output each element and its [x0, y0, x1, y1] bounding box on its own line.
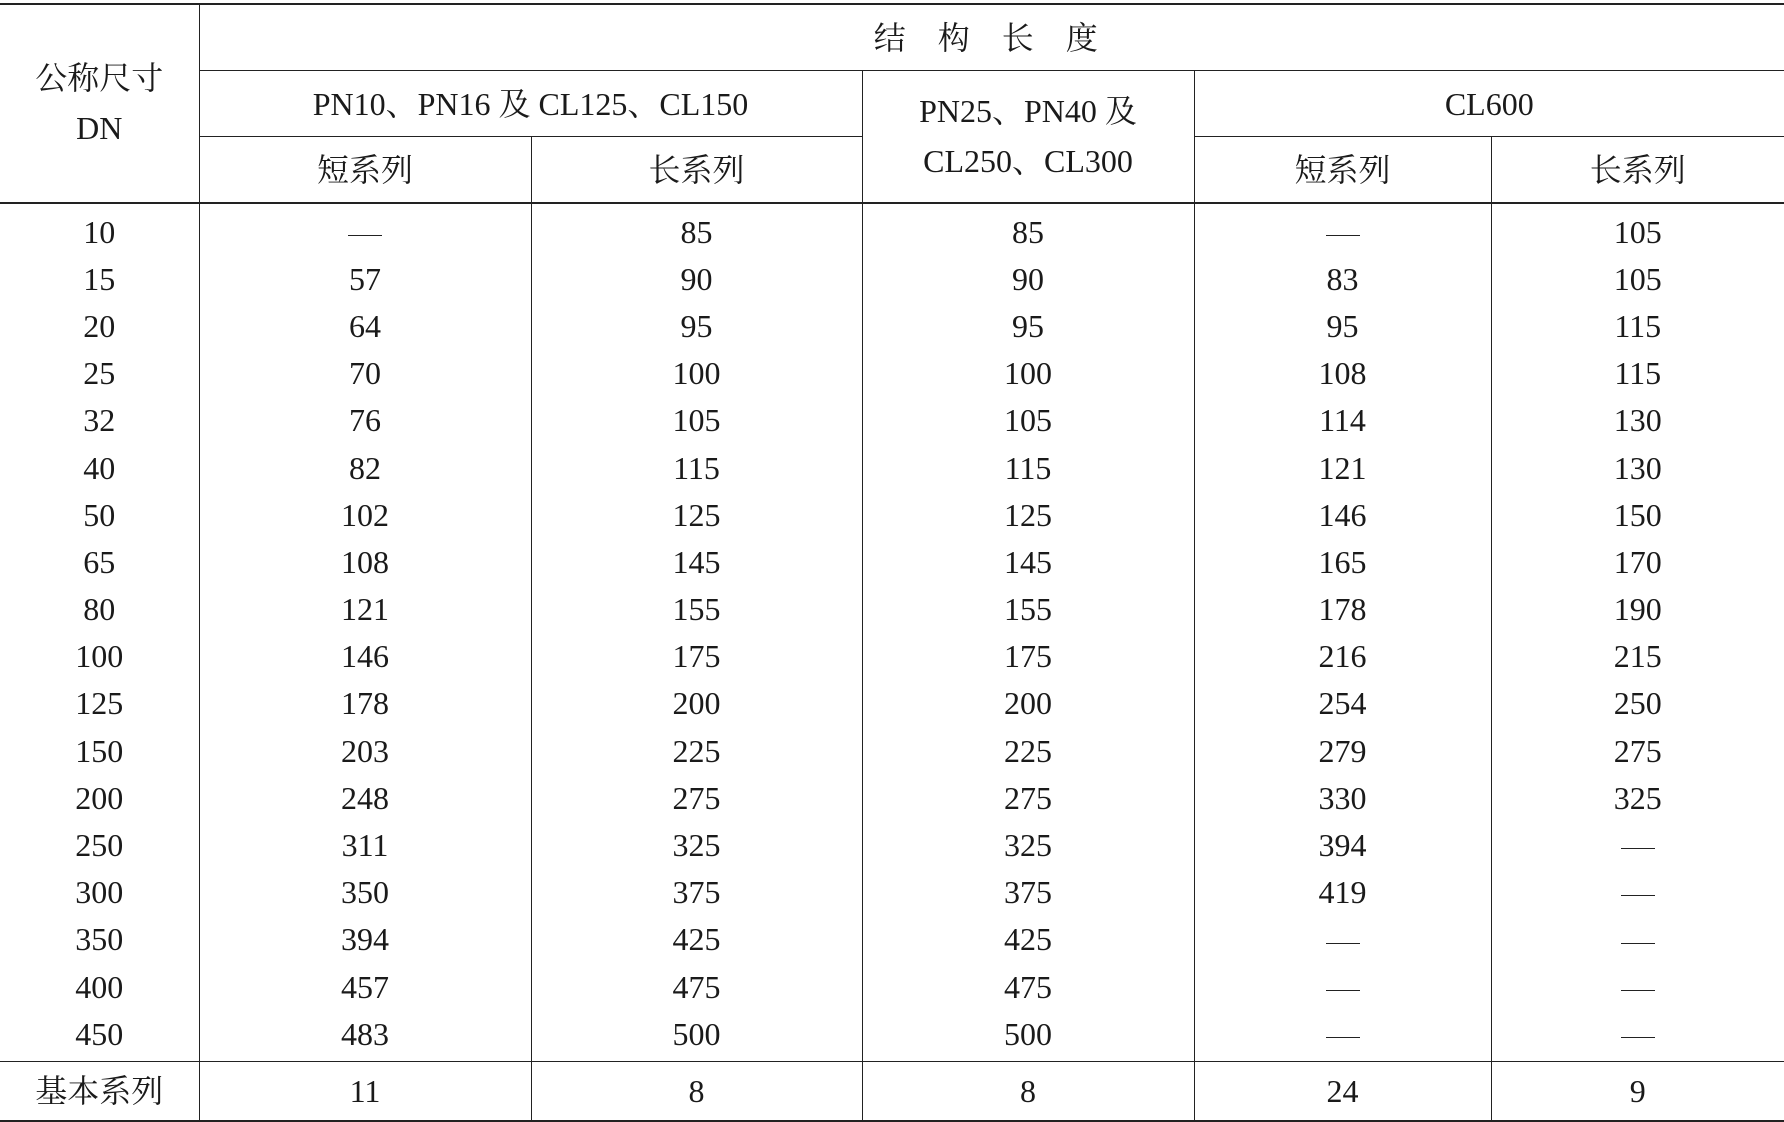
cell-pn-mid [862, 255, 1194, 302]
em-dash [1326, 1037, 1360, 1038]
cell-value: 64 [349, 307, 381, 344]
cell-value: 150 [1613, 496, 1662, 533]
cell-value: 178 [341, 685, 389, 722]
cell-value: 15 [83, 260, 116, 297]
cell-value: 100 [1004, 355, 1052, 392]
cell-value: 125 [672, 496, 721, 533]
cell-cl600-long [1491, 727, 1784, 774]
cell-value: 425 [672, 921, 721, 958]
cell-cl600-short [1194, 680, 1491, 727]
cell-pn-low-short [199, 869, 531, 916]
cell-pn-mid [862, 680, 1194, 727]
cell-value: 215 [1613, 638, 1662, 675]
cell-cl600-short [1194, 633, 1491, 680]
dn-label: DN [76, 109, 123, 146]
cell-value: 375 [672, 874, 721, 911]
cell-pn-mid [862, 869, 1194, 916]
cell-value: 225 [1004, 732, 1052, 769]
em-dash [348, 235, 382, 236]
cell-pn-low-short [199, 397, 531, 444]
cell-value: 76 [349, 402, 381, 439]
cell-value: 95 [680, 307, 713, 344]
cell-pn-low-short [199, 1010, 531, 1062]
cell-value: 115 [1614, 355, 1662, 392]
cell-pn-mid [862, 397, 1194, 444]
table-row [0, 350, 1784, 397]
cell-value: 95 [1326, 307, 1359, 344]
cell-pn-low-short [199, 821, 531, 868]
basic-series-label: 基本系列 [0, 1062, 199, 1122]
cell-value: 216 [1318, 638, 1367, 675]
table-row [0, 633, 1784, 680]
cell-pn-low-short [199, 203, 531, 255]
cell-value: 450 [75, 1015, 124, 1052]
cell-value: 80 [83, 591, 116, 628]
cell-cl600-short [1194, 727, 1491, 774]
cell-value: 165 [1318, 543, 1367, 580]
cell-pn-mid [862, 821, 1194, 868]
em-dash [1621, 895, 1655, 896]
cell-pn-low-long [531, 727, 862, 774]
cell-pn-low-long [531, 255, 862, 302]
table-row [0, 397, 1784, 444]
cell-cl600-short [1194, 397, 1491, 444]
cell-pn-mid [862, 586, 1194, 633]
cell-cl600-long [1491, 869, 1784, 916]
cell-pn-low-long [531, 869, 862, 916]
cell-pn-mid [862, 491, 1194, 538]
table-row [0, 255, 1784, 302]
cell-dn [0, 491, 199, 538]
cell-value: 115 [673, 449, 720, 486]
cell-pn-mid [862, 963, 1194, 1010]
cell-value: 65 [83, 543, 116, 580]
cell-cl600-short [1194, 491, 1491, 538]
cell-pn-low-short [199, 491, 531, 538]
cell-value: 254 [1318, 685, 1367, 722]
cell-pn-mid [862, 916, 1194, 963]
em-dash [1621, 990, 1655, 991]
cell-pn-low-short [199, 680, 531, 727]
cell-value: 325 [672, 827, 721, 864]
cell-pn-low-long [531, 963, 862, 1010]
cell-value: 175 [1004, 638, 1052, 675]
cell-pn-low-short [199, 350, 531, 397]
cell-value: 114 [1319, 402, 1366, 439]
cell-pn-mid [862, 727, 1194, 774]
cell-value: 330 [1318, 779, 1367, 816]
cell-dn [0, 1010, 199, 1062]
dimension-table-frame [0, 3, 1784, 1122]
cell-value: 102 [341, 496, 389, 533]
cell-value: 155 [1004, 591, 1052, 628]
cell-dn [0, 680, 199, 727]
pn10-pn16-group-header: PN10、PN16 及 CL125、CL150 [199, 71, 862, 137]
cell-pn-low-short [199, 444, 531, 491]
cell-pn-low-long [531, 680, 862, 727]
cell-pn-low-short [199, 633, 531, 680]
cell-value: 121 [341, 591, 389, 628]
cell-cl600-long [1491, 203, 1784, 255]
basic-series-value: 24 [1194, 1062, 1491, 1122]
pn-low-long-series-header: 长系列 [531, 137, 862, 204]
cell-dn [0, 538, 199, 585]
em-dash [1326, 943, 1360, 944]
cell-cl600-short [1194, 963, 1491, 1010]
cell-value: 500 [1004, 1015, 1052, 1052]
cell-cl600-long [1491, 680, 1784, 727]
cell-pn-low-long [531, 302, 862, 349]
table-row [0, 1010, 1784, 1062]
cell-value: 500 [672, 1015, 721, 1052]
cell-cl600-short [1194, 302, 1491, 349]
cell-pn-low-long [531, 350, 862, 397]
cell-value: 175 [672, 638, 721, 675]
cell-cl600-long [1491, 1010, 1784, 1062]
em-dash [1326, 990, 1360, 991]
cell-dn [0, 727, 199, 774]
table-row [0, 302, 1784, 349]
table-row [0, 869, 1784, 916]
cell-value: 115 [1614, 307, 1662, 344]
cell-pn-low-short [199, 302, 531, 349]
cell-dn [0, 350, 199, 397]
cell-cl600-long [1491, 774, 1784, 821]
cell-value: 125 [75, 685, 124, 722]
cell-pn-mid [862, 350, 1194, 397]
cell-dn [0, 203, 199, 255]
cell-pn-low-short [199, 255, 531, 302]
table-row [0, 586, 1784, 633]
cell-dn [0, 302, 199, 349]
cell-value: 350 [75, 921, 124, 958]
cell-pn-low-long [531, 444, 862, 491]
cell-cl600-long [1491, 633, 1784, 680]
basic-series-value: 8 [862, 1062, 1194, 1122]
cell-pn-low-long [531, 916, 862, 963]
nominal-size-label: 公称尺寸 [35, 59, 164, 96]
cell-dn [0, 255, 199, 302]
cell-value: 475 [672, 968, 721, 1005]
cell-pn-low-short [199, 916, 531, 963]
cell-value: 178 [1318, 591, 1367, 628]
cell-value: 105 [1004, 402, 1052, 439]
cell-pn-low-long [531, 203, 862, 255]
table-row [0, 916, 1784, 963]
basic-series-value: 8 [531, 1062, 862, 1122]
cell-pn-low-long [531, 397, 862, 444]
cell-value: 150 [75, 732, 124, 769]
table-row [0, 963, 1784, 1010]
cell-value: 50 [83, 496, 116, 533]
cell-value: 170 [1613, 543, 1662, 580]
cell-value: 155 [672, 591, 721, 628]
cell-pn-mid [862, 538, 1194, 585]
cell-cl600-short [1194, 350, 1491, 397]
cell-pn-low-long [531, 633, 862, 680]
cell-dn [0, 821, 199, 868]
cell-value: 90 [1012, 260, 1044, 297]
cell-cl600-long [1491, 916, 1784, 963]
cell-cl600-short [1194, 1010, 1491, 1062]
cell-value: 85 [1012, 213, 1044, 250]
cell-value: 145 [1004, 543, 1052, 580]
cell-dn [0, 633, 199, 680]
cell-value: 90 [680, 260, 713, 297]
cell-dn [0, 444, 199, 491]
cell-cl600-short [1194, 444, 1491, 491]
cell-pn-mid [862, 633, 1194, 680]
pn25-pn40-line2: CL250、CL300 [923, 142, 1133, 179]
cell-value: 25 [83, 355, 116, 392]
cell-dn [0, 869, 199, 916]
basic-series-value: 11 [199, 1062, 531, 1122]
cell-value: 130 [1613, 402, 1662, 439]
cell-value: 275 [1613, 732, 1662, 769]
table-row [0, 538, 1784, 585]
cell-value: 394 [341, 921, 389, 958]
em-dash [1621, 1037, 1655, 1038]
cell-cl600-short [1194, 586, 1491, 633]
cell-cl600-long [1491, 350, 1784, 397]
cell-value: 85 [680, 213, 713, 250]
cell-pn-low-long [531, 586, 862, 633]
cell-value: 203 [341, 732, 389, 769]
cell-dn [0, 916, 199, 963]
cell-cl600-long [1491, 821, 1784, 868]
cell-value: 279 [1318, 732, 1367, 769]
cell-cl600-long [1491, 491, 1784, 538]
cell-value: 105 [1613, 260, 1662, 297]
cell-value: 82 [349, 449, 381, 486]
cell-value: 20 [83, 307, 116, 344]
cell-value: 108 [1318, 355, 1367, 392]
cell-value: 190 [1613, 591, 1662, 628]
cell-cl600-long [1491, 397, 1784, 444]
em-dash [1621, 943, 1655, 944]
cell-pn-low-short [199, 963, 531, 1010]
em-dash [1621, 848, 1655, 849]
cell-value: 325 [1613, 779, 1662, 816]
cell-pn-mid [862, 302, 1194, 349]
table-row [0, 680, 1784, 727]
cell-value: 419 [1318, 874, 1367, 911]
cell-value: 300 [75, 874, 124, 911]
cell-value: 70 [349, 355, 381, 392]
cell-value: 457 [341, 968, 389, 1005]
cl600-short-series-header: 短系列 [1194, 137, 1491, 204]
cell-pn-low-short [199, 538, 531, 585]
cell-value: 115 [1004, 449, 1052, 486]
cell-value: 32 [83, 402, 116, 439]
cell-cl600-short [1194, 821, 1491, 868]
cell-cl600-long [1491, 444, 1784, 491]
cell-value: 146 [1318, 496, 1367, 533]
table-row [0, 203, 1784, 255]
pn25-pn40-line1: PN25、PN40 及 [919, 92, 1137, 129]
structure-length-header: 结 构 长 度 [199, 4, 1784, 71]
cell-value: 100 [672, 355, 721, 392]
cell-pn-low-long [531, 774, 862, 821]
cell-dn [0, 586, 199, 633]
cell-value: 125 [1004, 496, 1052, 533]
cell-value: 375 [1004, 874, 1052, 911]
cell-value: 200 [672, 685, 721, 722]
nominal-size-header [0, 4, 199, 203]
cell-dn [0, 963, 199, 1010]
cell-dn [0, 774, 199, 821]
cell-value: 250 [1613, 685, 1662, 722]
cell-pn-low-long [531, 1010, 862, 1062]
cell-value: 10 [83, 213, 116, 250]
cell-pn-mid [862, 1010, 1194, 1062]
cell-value: 311 [341, 827, 389, 864]
cell-cl600-short [1194, 538, 1491, 585]
cell-value: 40 [83, 449, 116, 486]
cell-value: 146 [341, 638, 389, 675]
cell-value: 400 [75, 968, 124, 1005]
cell-value: 200 [75, 779, 124, 816]
cell-pn-low-long [531, 491, 862, 538]
table-row [0, 444, 1784, 491]
cell-value: 200 [1004, 685, 1052, 722]
cell-value: 130 [1613, 449, 1662, 486]
table-body [0, 203, 1784, 1062]
basic-series-row [0, 1062, 1784, 1122]
cell-cl600-short [1194, 255, 1491, 302]
pn25-pn40-group-header [862, 71, 1194, 204]
table-row [0, 491, 1784, 538]
cell-value: 475 [1004, 968, 1052, 1005]
cell-value: 483 [341, 1015, 389, 1052]
em-dash [1326, 235, 1360, 236]
cell-pn-low-short [199, 727, 531, 774]
cell-cl600-short [1194, 916, 1491, 963]
cell-value: 105 [672, 402, 721, 439]
cell-value: 105 [1613, 213, 1662, 250]
cell-cl600-long [1491, 538, 1784, 585]
cell-pn-mid [862, 203, 1194, 255]
table-row [0, 821, 1784, 868]
cell-cl600-long [1491, 963, 1784, 1010]
cell-pn-low-short [199, 774, 531, 821]
cell-cl600-short [1194, 774, 1491, 821]
cell-value: 350 [341, 874, 389, 911]
pn-low-short-series-header: 短系列 [199, 137, 531, 204]
cell-value: 394 [1318, 827, 1367, 864]
cell-value: 108 [341, 543, 389, 580]
cell-pn-mid [862, 774, 1194, 821]
cell-pn-mid [862, 444, 1194, 491]
cell-pn-low-long [531, 538, 862, 585]
cell-pn-low-long [531, 821, 862, 868]
cell-value: 250 [75, 827, 124, 864]
cell-dn [0, 397, 199, 444]
cl600-group-header: CL600 [1194, 71, 1784, 137]
table-row [0, 727, 1784, 774]
cell-cl600-short [1194, 203, 1491, 255]
cell-cl600-long [1491, 302, 1784, 349]
cell-cl600-long [1491, 586, 1784, 633]
face-to-face-length-table [0, 3, 1784, 1122]
cell-value: 275 [672, 779, 721, 816]
cell-value: 145 [672, 543, 721, 580]
cell-value: 425 [1004, 921, 1052, 958]
cell-value: 100 [75, 638, 124, 675]
cl600-long-series-header: 长系列 [1491, 137, 1784, 204]
cell-value: 225 [672, 732, 721, 769]
cell-value: 83 [1326, 260, 1359, 297]
cell-pn-low-short [199, 586, 531, 633]
cell-value: 121 [1318, 449, 1367, 486]
cell-value: 325 [1004, 827, 1052, 864]
table-row [0, 774, 1784, 821]
cell-value: 275 [1004, 779, 1052, 816]
cell-value: 95 [1012, 307, 1044, 344]
cell-value: 57 [349, 260, 381, 297]
cell-cl600-short [1194, 869, 1491, 916]
cell-cl600-long [1491, 255, 1784, 302]
cell-value: 248 [341, 779, 389, 816]
basic-series-value: 9 [1491, 1062, 1784, 1122]
